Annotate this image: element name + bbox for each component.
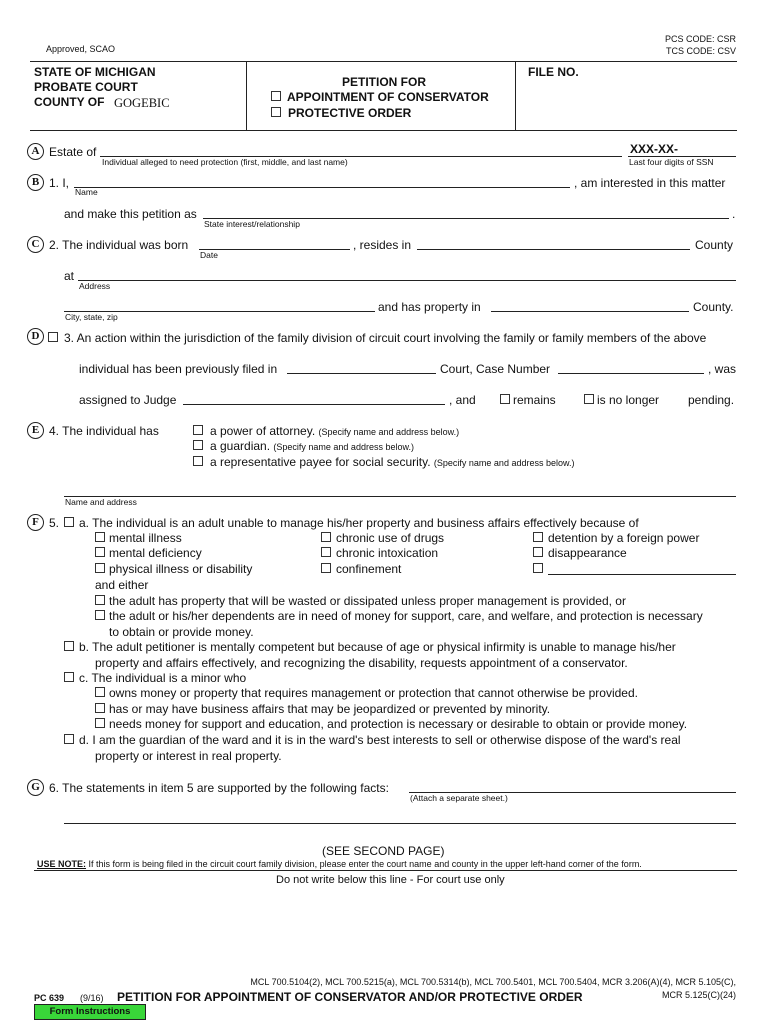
county-word: County: [695, 238, 734, 252]
ssn-sub: Last four digits of SSN: [629, 157, 714, 167]
no-longer-label: is no longer: [597, 393, 660, 407]
minor-business-checkbox[interactable]: [95, 703, 105, 713]
no-longer-checkbox[interactable]: [584, 394, 594, 404]
item5a-text: a. The individual is an adult unable to manage his/her property and business affairs effectively because of: [79, 516, 639, 530]
physical-illness-checkbox[interactable]: [95, 563, 105, 573]
marker-g: G: [27, 779, 44, 796]
item2-prefix: 2. The individual was born: [49, 238, 189, 252]
date-sub: Date: [200, 250, 218, 260]
drugs-checkbox[interactable]: [321, 532, 331, 542]
item5b-line1: b. The adult petitioner is mentally competent but because of age or physical infirmity is unable to manage his/her: [79, 640, 676, 654]
property-county-field[interactable]: [491, 311, 689, 312]
form-instructions-button[interactable]: Form Instructions: [34, 1004, 146, 1020]
item5d-line1: d. I am the guardian of the ward and it is in the ward's best interests to sell or otherwise dispose of the ward's real: [79, 733, 681, 747]
item1-period: .: [732, 207, 736, 221]
address-sub: Address: [79, 281, 111, 291]
approved-text: Approved, SCAO: [46, 44, 116, 54]
item5b-checkbox[interactable]: [64, 641, 74, 651]
c-opt-2: needs money for support and education, and protection is necessary or desirable to obtain or provide money.: [109, 717, 688, 731]
form-title: PETITION FOR APPOINTMENT OF CONSERVATOR AND/OR PROTECTIVE ORDER: [117, 990, 583, 1004]
item4-label: 4. The individual has: [49, 424, 159, 438]
property-label: and has property in: [378, 300, 481, 314]
item3-line2b: Court, Case Number: [440, 362, 551, 376]
city-sub: City, state, zip: [65, 312, 118, 322]
resides-label: , resides in: [353, 238, 412, 252]
c-opt-0: owns money or property that requires management or protection that cannot otherwise be provided.: [109, 686, 638, 700]
item5d-checkbox[interactable]: [64, 734, 74, 744]
conservator-checkbox[interactable]: [271, 91, 281, 101]
opt3-label: a representative payee for social security. (Specify name and address below.): [210, 455, 575, 469]
prior-court-field[interactable]: [287, 373, 436, 374]
ssn-value: XXX-XX-: [630, 142, 679, 156]
estate-sub: Individual alleged to need protection (first, middle, and last name): [102, 157, 348, 167]
confinement-checkbox[interactable]: [321, 563, 331, 573]
item6-text: 6. The statements in item 5 are supported by the following facts:: [49, 781, 389, 795]
item1-prefix: 1. I,: [49, 176, 70, 190]
item3-line3a: assigned to Judge: [79, 393, 177, 407]
either1-checkbox[interactable]: [95, 595, 105, 605]
opt1-label: a power of attorney. (Specify name and address below.): [210, 424, 460, 438]
at-label: at: [64, 269, 75, 283]
facts-field-2[interactable]: [64, 823, 736, 824]
mcl-line-1: MCL 700.5104(2), MCL 700.5215(a), MCL 700.5314(b), MCL 700.5401, MCL 700.5404, MCR 3.206(A)(4), MCR 5.105(C),: [250, 977, 736, 987]
box-divider: [515, 62, 516, 130]
top-rule: [30, 61, 737, 62]
form-number: PC 639: [34, 993, 65, 1003]
form-date: (9/16): [80, 993, 104, 1003]
guardian-checkbox[interactable]: [193, 440, 203, 450]
col2-item-1: chronic intoxication: [336, 546, 439, 560]
petition-as-label: and make this petition as: [64, 207, 197, 221]
petition-title-2: APPOINTMENT OF CONSERVATOR: [287, 90, 489, 104]
file-no-label: FILE NO.: [528, 65, 579, 79]
box-bottom-rule: [30, 130, 737, 131]
petitioner-name-field[interactable]: [74, 187, 570, 188]
col1-item-2: physical illness or disability: [109, 562, 253, 576]
intoxication-checkbox[interactable]: [321, 547, 331, 557]
item5c-checkbox[interactable]: [64, 672, 74, 682]
col2-item-2: confinement: [336, 562, 402, 576]
marker-c: C: [27, 236, 44, 253]
item1-suffix: , am interested in this matter: [574, 176, 726, 190]
item5c-line1: c. The individual is a minor who: [79, 671, 247, 685]
col2-item-0: chronic use of drugs: [336, 531, 445, 545]
remains-checkbox[interactable]: [500, 394, 510, 404]
court-use-label: Do not write below this line - For court use only: [276, 874, 505, 886]
marker-e: E: [27, 422, 44, 439]
box-divider: [246, 62, 247, 130]
item3-line2c: , was: [708, 362, 737, 376]
either2-checkbox[interactable]: [95, 610, 105, 620]
pending-label: pending.: [688, 393, 735, 407]
address-field[interactable]: [78, 280, 736, 281]
marker-d: D: [27, 328, 44, 345]
item5b-line2: property and affairs effectively, and recognizing the disability, requests appointment of a conservator.: [95, 656, 628, 670]
court-label: PROBATE COURT: [34, 80, 138, 94]
item3-line2a: individual has been previously filed in: [79, 362, 278, 376]
remains-label: remains: [513, 393, 556, 407]
marker-f: F: [27, 514, 44, 531]
use-note: USE NOTE: If this form is being filed in the circuit court family division, please enter the court name and county in the upper left-hand corner of the form.: [37, 859, 642, 869]
attach-sub: (Attach a separate sheet.): [410, 793, 508, 803]
petition-title-1: PETITION FOR: [342, 75, 426, 89]
resides-county-field[interactable]: [417, 249, 690, 250]
estate-label: Estate of: [49, 145, 97, 159]
judge-field[interactable]: [183, 404, 445, 405]
state-label: STATE OF MICHIGAN: [34, 65, 156, 79]
representative-payee-checkbox[interactable]: [193, 456, 203, 466]
item3-checkbox[interactable]: [48, 332, 58, 342]
item3-and: , and: [449, 393, 476, 407]
and-either: and either: [95, 578, 149, 592]
either2a-text: the adult or his/her dependents are in need of money for support, care, and welfare, and protection is necessary: [109, 609, 703, 623]
case-number-field[interactable]: [558, 373, 704, 374]
disappearance-checkbox[interactable]: [533, 547, 543, 557]
marker-b: B: [27, 174, 44, 191]
name-address-field[interactable]: [64, 496, 736, 497]
col1-item-1: mental deficiency: [109, 546, 202, 560]
col3-item-0: detention by a foreign power: [548, 531, 700, 545]
county-word-2: County.: [693, 300, 734, 314]
state-interest-sub: State interest/relationship: [204, 219, 300, 229]
name-address-sub: Name and address: [65, 497, 137, 507]
other-reason-checkbox[interactable]: [533, 563, 543, 573]
either2b-text: to obtain or provide money.: [109, 625, 254, 639]
mental-deficiency-checkbox[interactable]: [95, 547, 105, 557]
birth-date-field[interactable]: [199, 249, 350, 250]
minor-owns-checkbox[interactable]: [95, 687, 105, 697]
mental-illness-checkbox[interactable]: [95, 532, 105, 542]
item5-num: 5.: [49, 516, 60, 530]
item5a-checkbox[interactable]: [64, 517, 74, 527]
other-reason-field[interactable]: [548, 574, 736, 575]
foreign-power-checkbox[interactable]: [533, 532, 543, 542]
item3-line1: 3. An action within the jurisdiction of the family division of circuit court involving the family or family members of the above: [64, 331, 707, 345]
power-of-attorney-checkbox[interactable]: [193, 425, 203, 435]
either1-text: the adult has property that will be wasted or dissipated unless proper management is provided, or: [109, 594, 626, 608]
county-label: COUNTY OF: [34, 95, 105, 109]
mcl-line-2: MCR 5.125(C)(24): [661, 990, 736, 1000]
pcs-code: PCS CODE: CSR: [664, 34, 736, 44]
item5d-line2: property or interest in real property.: [95, 749, 282, 763]
tcs-code: TCS CODE: CSV: [665, 46, 736, 56]
county-value[interactable]: GOGEBIC: [114, 96, 170, 110]
use-note-rule: [34, 870, 737, 871]
name-sub: Name: [75, 187, 98, 197]
col1-item-0: mental illness: [109, 531, 182, 545]
marker-a: A: [27, 143, 44, 160]
minor-support-checkbox[interactable]: [95, 718, 105, 728]
c-opt-1: has or may have business affairs that may be jeopardized or prevented by minority.: [109, 702, 551, 716]
col3-item-1: disappearance: [548, 546, 627, 560]
opt2-label: a guardian. (Specify name and address below.): [210, 439, 414, 453]
protective-order-checkbox[interactable]: [271, 107, 281, 117]
see-second-page: (SEE SECOND PAGE): [322, 844, 445, 858]
petition-title-3: PROTECTIVE ORDER: [288, 106, 412, 120]
